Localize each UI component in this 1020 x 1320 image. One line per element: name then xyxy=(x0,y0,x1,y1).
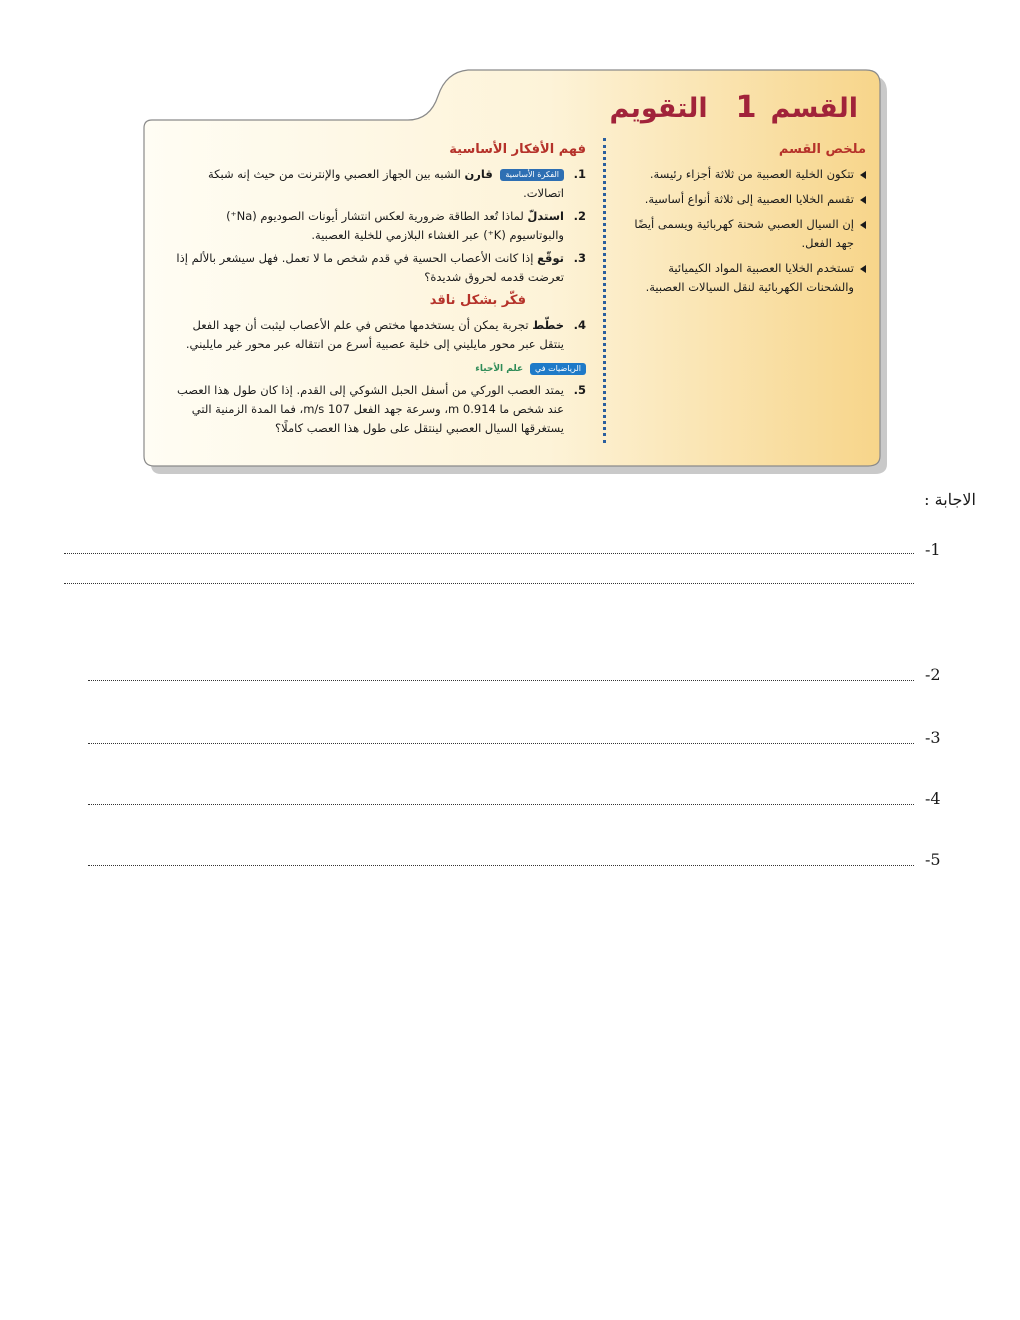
summary-heading: ملخص القسم xyxy=(778,142,866,157)
summary-item: تقسم الخلايا العصبية إلى ثلاثة أنواع أساسية. xyxy=(618,190,866,209)
question-text: الشبه بين الجهاز العصبي والإنترنت من حيث إنه شبكة اتصالات. xyxy=(207,167,564,200)
question-number: 1. xyxy=(573,167,586,181)
math-badge: الرياضيات في xyxy=(530,363,586,375)
title-section-number: 1 xyxy=(735,90,757,125)
question-4 xyxy=(168,316,586,354)
question-3 xyxy=(168,249,586,287)
question-number: 3. xyxy=(573,251,586,265)
question-verb: خطّط xyxy=(532,318,564,332)
question-text: لماذا تُعد الطاقة ضرورية لعكس انتشار أيونات الصوديوم (Na⁺) والبوتاسيوم (K⁺) عبر الغشاء البلازمي للخلية العصبية. xyxy=(226,209,564,242)
column-divider xyxy=(603,138,606,443)
question-1 xyxy=(168,165,586,203)
math-in-biology-tag xyxy=(168,360,586,379)
title-section-word: القسم xyxy=(770,93,858,124)
question-verb: قارن xyxy=(464,167,493,181)
math-label: علم الأحياء xyxy=(475,364,524,374)
question-number: 5. xyxy=(573,383,586,397)
question-text: تجربة يمكن أن يستخدمها مختص في علم الأعصاب ليثبت أن جهد الفعل ينتقل عبر محور مايليني إلى خلية عصبية أسرع من انتقاله عبر محور غير مايليني. xyxy=(185,318,564,351)
answer-number-5: -5 xyxy=(925,850,941,869)
summary-list xyxy=(618,165,866,297)
section-title xyxy=(610,90,858,125)
summary-item: تتكون الخلية العصبية من ثلاثة أجزاء رئيسة. xyxy=(618,165,866,184)
question-text: إذا كانت الأعصاب الحسية في قدم شخص ما لا تعمل. فهل سيشعر بالألم إذا تعرضت قدمه لحروق شديدة؟ xyxy=(176,251,564,284)
critical-thinking-heading: فكّر بشكل ناقد xyxy=(429,293,526,308)
question-2 xyxy=(168,207,586,245)
answer-number-2: -2 xyxy=(925,665,941,684)
answer-line-1[interactable] xyxy=(64,553,914,554)
question-number: 2. xyxy=(573,209,586,223)
answer-number-1: -1 xyxy=(925,540,941,559)
answer-line-1b[interactable] xyxy=(64,583,914,584)
question-5 xyxy=(168,381,586,438)
answer-label: الاجابة : xyxy=(924,490,976,509)
main-idea-badge: الفكرة الأساسية xyxy=(500,169,564,181)
answer-number-3: -3 xyxy=(925,728,941,747)
assessment-card xyxy=(140,68,888,478)
section-summary xyxy=(618,140,866,303)
key-ideas-column xyxy=(168,140,586,442)
answer-number-4: -4 xyxy=(925,789,941,808)
answer-line-3[interactable] xyxy=(88,743,914,744)
answer-line-4[interactable] xyxy=(88,804,914,805)
title-assessment-word: التقويم xyxy=(609,93,708,124)
question-number: 4. xyxy=(573,318,586,332)
ideas-heading: فهم الأفكار الأساسية xyxy=(449,142,586,157)
answer-line-2[interactable] xyxy=(88,680,914,681)
question-verb: توقّع xyxy=(537,251,564,265)
question-text: يمتد العصب الوركي من أسفل الحبل الشوكي إلى القدم. إذا كان طول هذا العصب عند شخص ما 0.914 m، وسرعة جهد الفعل 107 m/s، فما المدة الزمنية التي يستغرقها السيال العصبي لينتقل على طول هذا العصب كاملًا؟ xyxy=(177,383,564,435)
answer-line-5[interactable] xyxy=(88,865,914,866)
question-verb: استدلّ xyxy=(527,209,564,223)
summary-item: تستخدم الخلايا العصبية المواد الكيميائية والشحنات الكهربائية لنقل السيالات العصبية. xyxy=(618,259,866,297)
summary-item: إن السيال العصبي شحنة كهربائية ويسمى أيضًا جهد الفعل. xyxy=(618,215,866,253)
